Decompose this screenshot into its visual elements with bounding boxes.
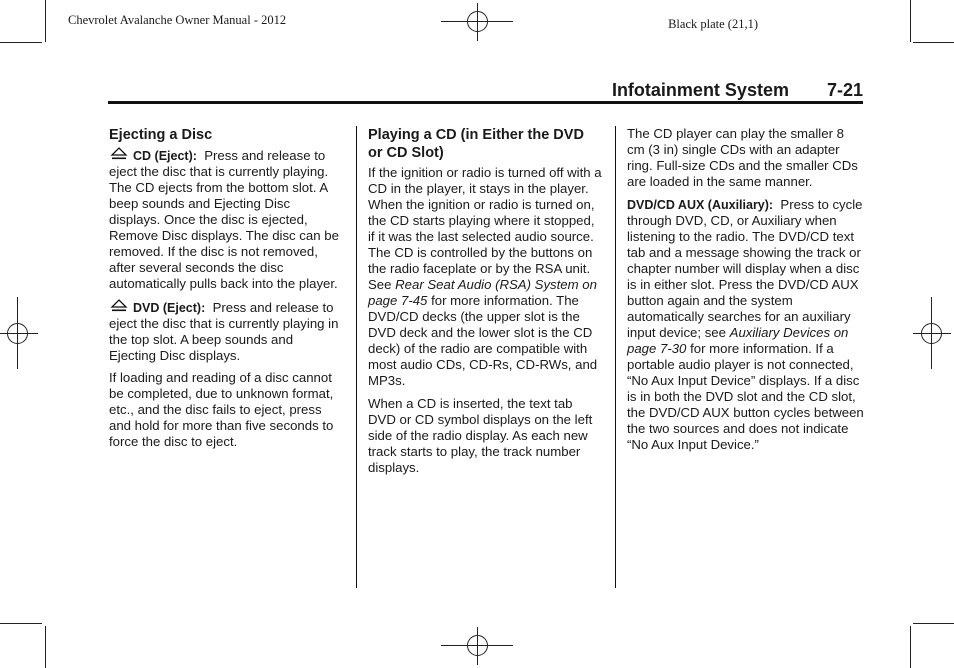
aux-term: DVD/CD AUX (Auxiliary):	[627, 197, 774, 212]
heading-playing-cd: Playing a CD (in Either the DVD or CD Slot)	[368, 127, 584, 161]
dvd-eject-paragraph	[109, 299, 343, 364]
dvd-eject-term: DVD (Eject):	[133, 300, 206, 315]
crop-mark	[45, 626, 46, 668]
dvd-eject-text: Press and release to eject the disc that is currently playing in the top slot. A beep sounds and Ejecting Disc displays.	[109, 299, 339, 363]
crop-mark	[913, 42, 954, 43]
playing-cd-paragraph	[368, 165, 602, 389]
eject-icon	[109, 147, 129, 161]
column-1	[109, 126, 343, 457]
cd-eject-paragraph	[109, 147, 343, 292]
eject-icon	[109, 299, 129, 313]
column-3	[627, 126, 865, 459]
small-cd-paragraph: The CD player can play the smaller 8 cm (3 in) single CDs with an adapter ring. Full-size CDs and the smaller CDs are loaded in the same manner.	[627, 126, 858, 189]
text-span: If the ignition or radio is turned off with a CD in the player, it stays in the player. When the ignition or radio is turned on, the CD starts playing where it stopped, if it was the last selected audio source. The CD is controlled by the buttons on the radio faceplate or by the RSA unit. See	[368, 165, 602, 292]
page-number: 7-21	[826, 80, 863, 100]
column-2	[368, 126, 602, 482]
aux-paragraph	[627, 197, 865, 453]
crop-mark	[45, 0, 46, 42]
crop-mark	[910, 626, 911, 668]
plate-info: Black plate (21,1)	[668, 17, 758, 31]
crop-mark	[0, 623, 42, 624]
force-eject-paragraph: If loading and reading of a disc cannot be completed, due to unknown format, etc., and the disc fails to eject, press and hold for more than five seconds to force the disc to eject.	[109, 370, 334, 449]
cd-eject-text: Press and release to eject the disc that is currently playing. The CD ejects from the bottom slot. A beep sounds and Ejecting Disc displays. Once the disc is ejected, Remove Disc displays. The disc can be removed. If the disc is not removed, after several seconds the disc automatically pulls back into the player.	[109, 148, 339, 291]
text-span: Press to cycle through DVD, CD, or Auxiliary when listening to the radio. The DVD/CD text tab and a message showing the track or chapter number will display when a disc is in either slot. Press the DVD/CD AUX button again and the system automatically searches for an auxiliary input device; see	[627, 196, 863, 340]
section-title: Infotainment System	[611, 80, 789, 100]
text-span: for more information. The DVD/CD decks (the upper slot is the DVD deck and the lower slot is the CD deck) of the radio are compatible with most audio CDs, CD-Rs, CD-RWs, and MP3s.	[368, 293, 598, 388]
header-rule	[108, 101, 863, 104]
column-divider	[615, 126, 616, 588]
page-header	[108, 80, 863, 101]
rsa-reference-link[interactable]: Rear Seat Audio (RSA) System on page 7-45	[368, 277, 597, 308]
column-divider	[356, 126, 357, 588]
cd-inserted-paragraph: When a CD is inserted, the text tab DVD or CD symbol displays on the left side of the radio display. As each new track starts to play, the track number displays.	[368, 395, 593, 475]
cd-eject-term: CD (Eject):	[133, 149, 197, 163]
manual-title: Chevrolet Avalanche Owner Manual - 2012	[68, 13, 287, 27]
crop-mark	[0, 42, 42, 43]
text-span: for more information. If a portable audio player is not connected, “No Aux Input Device” displays. If a disc is in both the DVD slot and the CD slot, the DVD/CD AUX button cycles between the two sources and does not indicate “No Aux Input Device.”	[627, 340, 864, 452]
crop-mark	[913, 623, 954, 624]
aux-devices-reference-link[interactable]: Auxiliary Devices on page 7-30	[627, 324, 849, 356]
heading-ejecting-disc: Ejecting a Disc	[109, 127, 213, 143]
crop-mark	[910, 0, 911, 42]
